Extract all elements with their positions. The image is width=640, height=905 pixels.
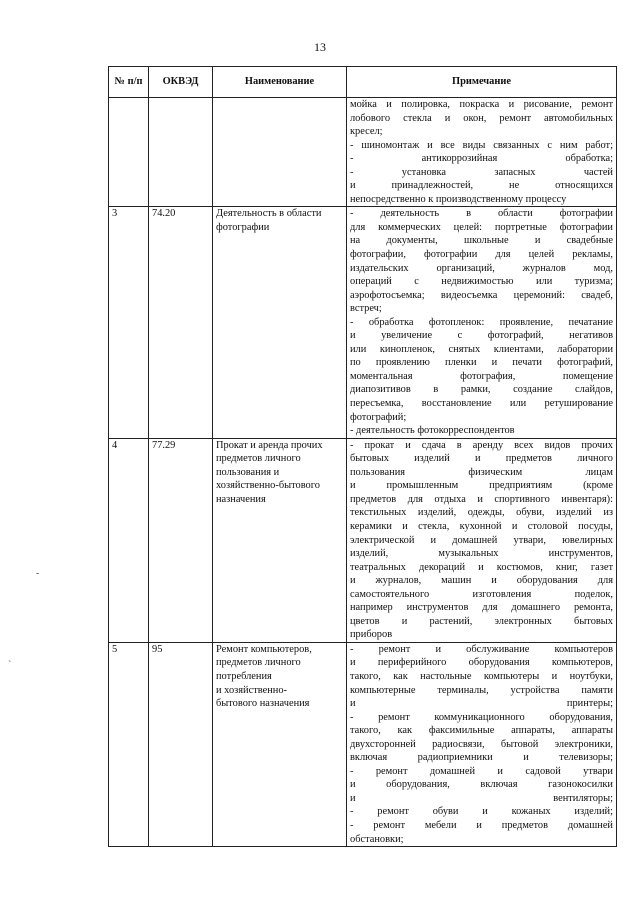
activity-name-line: бытового назначения (216, 698, 310, 710)
note-line: включая радиоприемники и телевизоры; (350, 752, 613, 764)
note-line: керамики и стекла, кухонной и столовой посуды, (350, 520, 613, 532)
note-line: - прокат и сдача в аренду всех видов прочих (350, 439, 613, 451)
note-line: такого, как настольные компьютеры и ноутбуки, (350, 670, 613, 682)
note-line: операций с недвижимостью или туризма; (350, 276, 613, 288)
activity-name-line: фотографии (216, 221, 270, 233)
activity-name-cell (213, 207, 347, 438)
okved-code-cell (149, 642, 213, 846)
note-line: - ремонт и обслуживание компьютеров (350, 643, 613, 655)
activity-name-line: предметов личного (216, 453, 301, 465)
note-line: аэрофотосъемка; видеосъемка церемоний: свадеб, (350, 289, 613, 301)
activity-name-line: и хозяйственно- (216, 684, 287, 696)
note-line: предметов для отдыха и спортивного инвентаря): (350, 493, 613, 505)
note-line: - ремонт коммуникационного оборудования, (350, 711, 613, 723)
okved-code-cell (149, 207, 213, 438)
note-line: диапозитивов в рамки, создание слайдов, (350, 384, 613, 396)
note-line: приборов (350, 629, 393, 641)
margin-mark: - (36, 568, 40, 579)
note-line: кресел; (350, 126, 383, 138)
note-cell (347, 438, 617, 642)
note-line: двухсторонней радиосвязи, бытовой электроники, (350, 738, 613, 750)
note-line: непосредственно к производственному процессу (350, 193, 567, 205)
note-line: - шиномонтаж и все виды связанных с ним работ; (350, 139, 613, 151)
note-line: на документы, школьные и свадебные (350, 235, 613, 247)
note-line: пересъемка, восстановление или ретуширование (350, 398, 613, 410)
note-line: такого, как факсимильные аппараты, аппараты (350, 725, 613, 737)
note-line: самостоятельного изготовления поделок, (350, 588, 613, 600)
note-line: - деятельность в области фотографии (350, 208, 613, 220)
table-row (109, 207, 617, 438)
note-cell (347, 207, 617, 438)
note-line: электрической и домашней утвари, ювелирных (350, 534, 613, 546)
note-line: обстановки; (350, 833, 404, 845)
activity-name-cell (213, 98, 347, 207)
row-number: 4 (112, 439, 118, 451)
note-line: изделий, музыкальных инструментов, (350, 548, 613, 560)
table-row (109, 98, 617, 207)
note-line: и промышленным предприятиям (кроме (350, 480, 613, 492)
row-number-cell (109, 207, 149, 438)
note-line: - ремонт домашней и садовой утвари (350, 765, 613, 777)
header-note: Примечание (347, 67, 617, 98)
note-line: по проявлению пленки и печати фотографий, (350, 357, 613, 369)
note-line: и принадлежностей, не относящихся (350, 180, 613, 192)
table-header-row (109, 67, 617, 98)
row-number-cell (109, 642, 149, 846)
table-row (109, 642, 617, 846)
note-line: мойка и полировка, покраска и рисование, ремонт (350, 99, 613, 110)
note-line: цветов и растений, электронных бытовых (350, 615, 613, 627)
activity-name-line: потребления (216, 670, 272, 682)
okved-code: 74.20 (152, 208, 176, 220)
note-line: моментальная фотография, помещение (350, 370, 613, 382)
note-line: бытовых изделий и предметов личного (350, 453, 613, 465)
note-line: например инструментов для домашнего ремонта, (350, 602, 613, 614)
note-line: - установка запасных частей (350, 166, 613, 178)
note-line: - ремонт обуви и кожаных изделий; (350, 806, 613, 818)
row-number: 3 (112, 208, 118, 220)
note-line: и оборудования, включая газонокосилки (350, 779, 613, 791)
header-num: № п/п (109, 67, 149, 98)
okved-code: 77.29 (152, 439, 176, 451)
row-number-cell (109, 438, 149, 642)
note-line: и принтеры; (350, 698, 613, 710)
note-cell (347, 98, 617, 207)
note-line: - антикоррозийная обработка; (350, 153, 613, 165)
okved-code-cell (149, 438, 213, 642)
note-line: фотографий; (350, 411, 407, 423)
okved-code-cell (149, 98, 213, 207)
note-line: для коммерческих целей: портретные фотографии (350, 221, 613, 233)
row-number-cell (109, 98, 149, 207)
header-name: Наименование (213, 67, 347, 98)
note-line: - деятельность фотокорреспондентов (350, 425, 515, 437)
note-line: фотографии, фотографии для целей рекламы, (350, 249, 613, 261)
note-line: компьютерные терминалы, устройства памяти (350, 684, 613, 696)
note-line: и периферийного оборудования компьютеров, (350, 657, 613, 669)
activity-name-line: Деятельность в области (216, 208, 322, 220)
okved-code: 95 (152, 643, 163, 655)
okved-table (108, 66, 617, 847)
note-line: лобового стекла и окон, ремонт автомобильных (350, 112, 613, 124)
note-cell (347, 642, 617, 846)
header-okved: ОКВЭД (149, 67, 213, 98)
note-line: или кинопленок, снятых клиентами, лаборатории (350, 343, 613, 355)
activity-name-line: назначения (216, 493, 266, 505)
note-line: и увеличение с фотографий, негативов (350, 330, 613, 342)
note-line: пользования физическим лицам (350, 466, 613, 478)
table-body (109, 98, 617, 847)
note-line: - ремонт мебели и предметов домашней (350, 819, 613, 831)
note-line: издательских организаций, журналов мод, (350, 262, 613, 274)
activity-name-line: пользования и (216, 466, 280, 478)
note-line: театральных декораций и костюмов, книг, газет (350, 561, 613, 573)
table-row (109, 438, 617, 642)
activity-name-line: Ремонт компьютеров, (216, 643, 312, 655)
activity-name-cell (213, 642, 347, 846)
note-line: - обработка фотопленок: проявление, печатание (350, 316, 613, 328)
activity-name-line: Прокат и аренда прочих (216, 439, 323, 451)
margin-mark: ` (8, 660, 12, 671)
page-number: 13 (314, 40, 326, 54)
activity-name-cell (213, 438, 347, 642)
note-line: и журналов, машин и оборудования для (350, 575, 613, 587)
activity-name-line: хозяйственно-бытового (216, 480, 320, 492)
note-line: текстильных изделий, одежды, обуви, изделий из (350, 507, 613, 519)
activity-name-line: предметов личного (216, 657, 301, 669)
row-number: 5 (112, 643, 118, 655)
note-line: встреч; (350, 303, 382, 315)
note-line: и вентиляторы; (350, 792, 613, 804)
